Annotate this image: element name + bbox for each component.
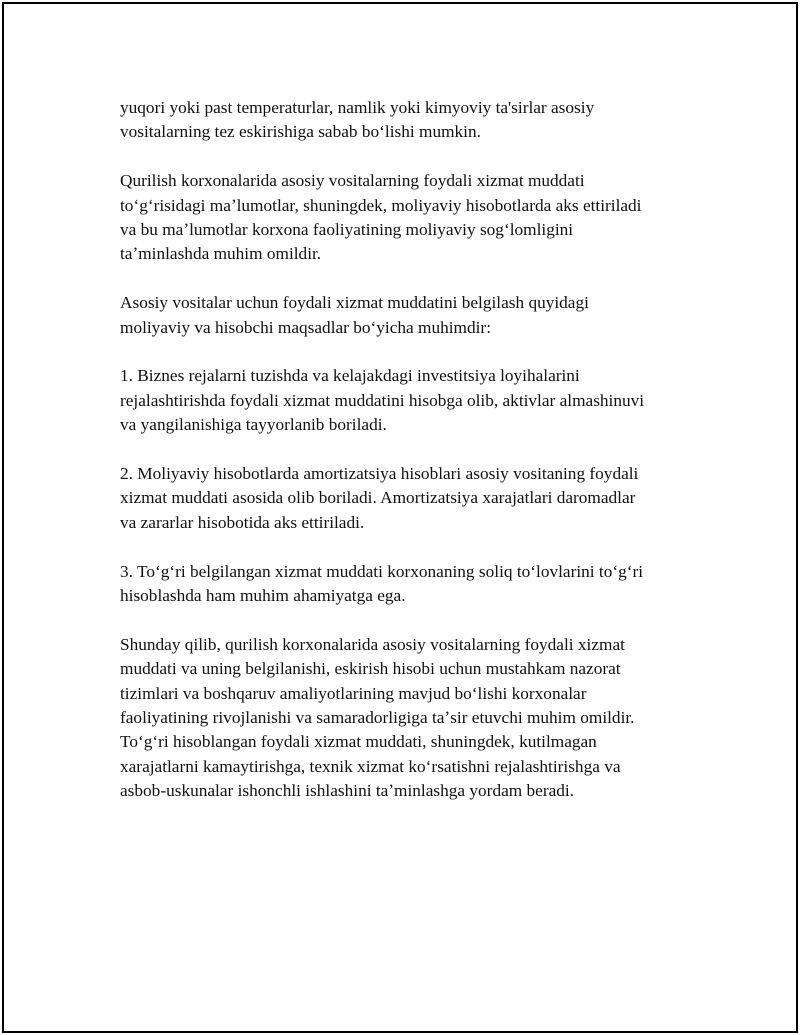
text-line: Asosiy vositalar uchun foydali xizmat muddatini belgilash quyidagi [120,293,589,313]
text-line: muddati va uning belgilanishi, eskirish hisobi uchun mustahkam nazorat [120,659,621,679]
text-line: va yangilanishiga tayyorlanib boriladi. [120,415,387,435]
text-line: 1. Biznes rejalarni tuzishda va kelajakdagi investitsiya loyihalarini [120,366,580,386]
text-line: 3. Toʻgʻri belgilangan xizmat muddati korxonaning soliq toʻlovlarini toʻgʻri [120,561,644,581]
text-line: yuqori yoki past temperaturlar, namlik yoki kimyoviy ta'sirlar asosiy [120,98,595,117]
text-line: toʻgʻrisidagi maʼlumotlar, shuningdek, moliyaviy hisobotlarda aks ettiriladi [120,195,642,215]
text-line: Qurilish korxonalarida asosiy vositalarning foydali xizmat muddati [120,171,585,191]
list-item-3 [120,560,700,609]
text-line: asbob-uskunalar ishonchli ishlashini taʼminlashga yordam beradi. [120,781,575,801]
text-line: 2. Moliyaviy hisobotlarda amortizatsiya hisoblari asosiy vositaning foydali [120,464,639,484]
list-item-1 [120,364,700,437]
text-line: vositalarning tez eskirishiga sabab boʻlishi mumkin. [120,122,481,142]
text-line: xarajatlarni kamaytirishga, texnik xizmat koʻrsatishni rejalashtirishga va [120,756,621,776]
text-line: va bu maʼlumotlar korxona faoliyatining moliyaviy sogʻlomligini [120,220,574,240]
text-line: faoliyatining rivojlanishi va samaradorligiga taʼsir etuvchi muhim omildir. [120,708,635,728]
paragraph-3 [120,291,700,340]
text-line: xizmat muddati asosida olib boriladi. Amortizatsiya xarajatlari daromadlar [120,488,636,508]
list-item-2 [120,462,700,535]
text-line: tizimlari va boshqaruv amaliyotlarining mavjud boʻlishi korxonalar [120,683,587,703]
paragraph-1 [120,96,700,145]
text-line: Shunday qilib, qurilish korxonalarida asosiy vositalarning foydali xizmat [120,634,625,654]
text-line: rejalashtirishda foydali xizmat muddatini hisobga olib, aktivlar almashinuvi [120,390,645,410]
document-page [2,2,798,1033]
text-line: Toʻgʻri hisoblangan foydali xizmat muddati, shuningdek, kutilmagan [120,732,597,752]
document-body [120,96,700,828]
paragraph-conclusion [120,633,700,804]
text-line: moliyaviy va hisobchi maqsadlar boʻyicha muhimdir: [120,317,491,337]
text-line: hisoblashda ham muhim ahamiyatga ega. [120,586,406,606]
text-line: taʼminlashda muhim omildir. [120,244,322,264]
paragraph-2 [120,169,700,267]
text-line: va zararlar hisobotida aks ettiriladi. [120,512,365,532]
